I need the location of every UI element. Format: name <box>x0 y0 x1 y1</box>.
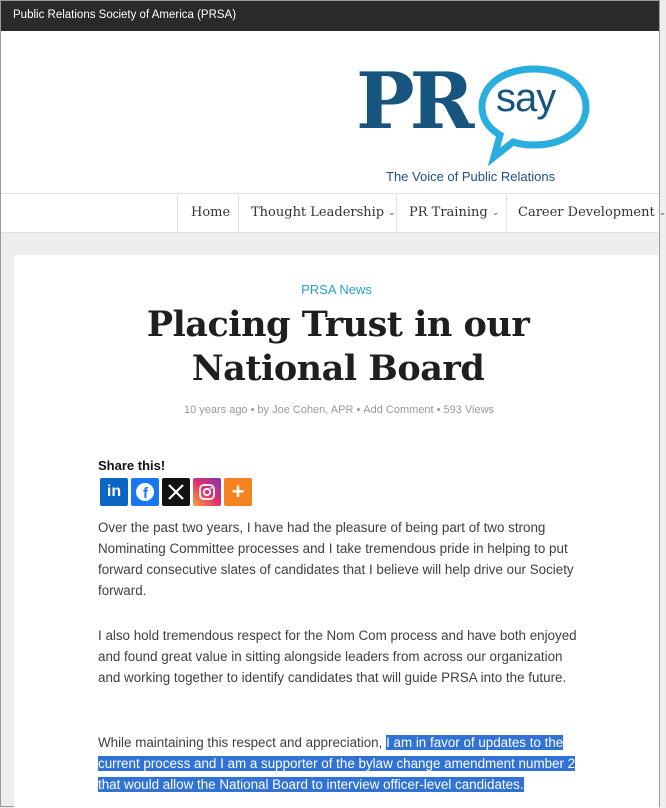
chevron-down-icon: ⌄ <box>658 208 666 218</box>
site-tagline: The Voice of Public Relations <box>386 169 556 184</box>
facebook-share-button[interactable] <box>131 478 159 506</box>
meta-separator: • <box>250 404 255 416</box>
logo-pr-text: PR <box>356 56 470 147</box>
nav-home[interactable] <box>177 194 238 232</box>
article-meta <box>14 404 664 416</box>
linkedin-icon: in <box>106 483 122 500</box>
share-label: Share this! <box>98 458 166 473</box>
article-card <box>14 255 659 808</box>
svg-text:f: f <box>143 485 148 502</box>
more-icon: + <box>231 479 245 504</box>
nav-label: Career Development <box>518 205 655 220</box>
article-title: Placing Trust in our National Board <box>146 304 530 389</box>
selected-text[interactable]: I am in favor of updates to the current process and I am a supporter of the bylaw change amendment number 2 that would allow the National Board to interview officer-level candidates. <box>98 735 576 792</box>
meta-separator: • <box>356 404 361 416</box>
chevron-down-icon: ⌄ <box>491 208 500 218</box>
nav-pr-training[interactable] <box>396 194 506 232</box>
nav-label: Home <box>191 205 231 220</box>
article-paragraph-3 <box>98 732 588 795</box>
article-category[interactable]: PRSA News <box>301 282 372 297</box>
meta-separator: • <box>436 404 441 416</box>
x-share-button[interactable] <box>162 478 190 506</box>
paragraph-text: While maintaining this respect and appreciation, <box>98 735 387 750</box>
post-author[interactable]: by Joe Cohen, APR <box>257 404 354 416</box>
nav-career-development[interactable] <box>506 194 666 232</box>
post-age: 10 years ago <box>183 404 248 416</box>
nav-label: PR Training <box>409 205 488 220</box>
chevron-down-icon: ⌄ <box>388 208 396 218</box>
linkedin-share-button[interactable] <box>100 478 128 506</box>
main-nav <box>1 193 666 233</box>
more-share-button[interactable] <box>224 478 252 506</box>
logo-say-text: say <box>496 76 556 120</box>
view-count: 593 Views <box>443 404 495 416</box>
instagram-icon <box>198 483 216 501</box>
site-name[interactable]: Public Relations Society of America (PRSA) <box>13 9 237 21</box>
site-header <box>1 31 659 193</box>
article-paragraph-1: Over the past two years, I have had the pleasure of being part of two strong Nominating Committee processes and I take tremendous pride in helping to put forward consecutive slates of candidates that I believe will help drive our Society forward. <box>98 520 574 598</box>
top-bar <box>1 1 659 31</box>
facebook-icon <box>135 482 155 502</box>
add-comment-link[interactable]: Add Comment <box>363 404 434 416</box>
x-icon <box>167 483 185 501</box>
nav-label: Thought Leadership <box>251 205 385 220</box>
article-paragraph-2: I also hold tremendous respect for the Nom Com process and have both enjoyed and found great value in sitting alongside leaders from across our organization and working together to identify candidates that will guide PRSA into the future. <box>98 628 577 685</box>
nav-thought-leadership[interactable] <box>238 194 396 232</box>
instagram-share-button[interactable] <box>193 478 221 506</box>
